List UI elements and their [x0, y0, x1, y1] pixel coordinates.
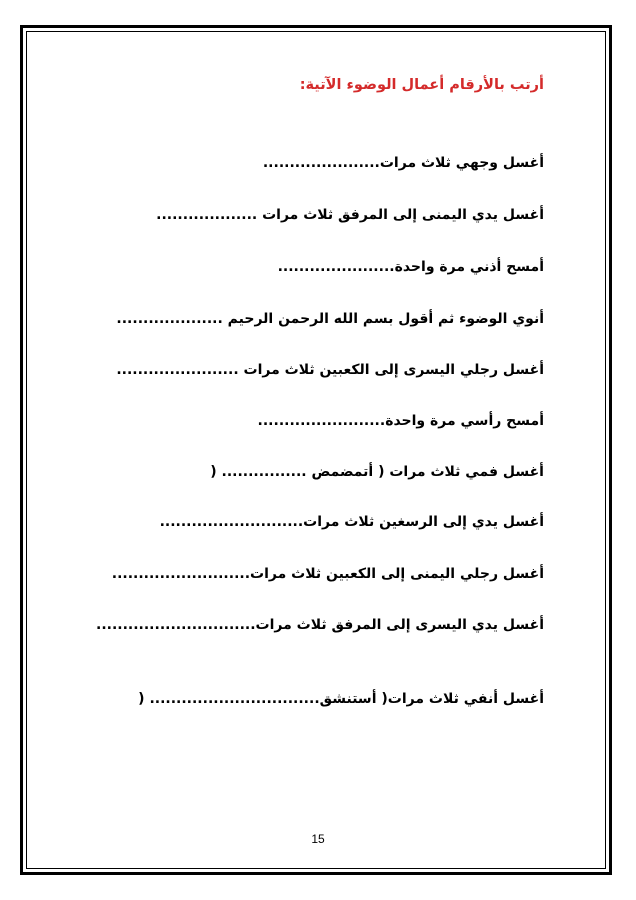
ordering-item-7: أغسل فمي ثلاث مرات ( أتمضمض ................ (: [210, 464, 544, 480]
ordering-item-2: أغسل يدي اليمنى إلى المرفق ثلاث مرات ...................: [156, 207, 544, 223]
page-number: 15: [311, 832, 325, 846]
ordering-item-10: أغسل يدي اليسرى إلى المرفق ثلاث مرات..............................: [96, 617, 544, 633]
ordering-item-5: أغسل رجلي اليسرى إلى الكعبين ثلاث مرات .......................: [116, 362, 544, 378]
ordering-item-3: أمسح أذني مرة واحدة......................: [277, 259, 544, 275]
ordering-item-4: أنوي الوضوء ثم أقول بسم الله الرحمن الرحيم ....................: [116, 311, 544, 327]
ordering-item-8: أغسل يدي إلى الرسغين ثلاث مرات...........................: [159, 514, 544, 530]
ordering-item-11: أغسل أنفي ثلاث مرات( أستنشق................................ (: [138, 691, 544, 707]
worksheet-heading: أرتب بالأرقام أعمال الوضوء الآتية:: [299, 77, 544, 93]
ordering-item-1: أغسل وجهي ثلاث مرات......................: [262, 155, 544, 171]
ordering-item-9: أغسل رجلي اليمنى إلى الكعبين ثلاث مرات..........................: [111, 566, 544, 582]
ordering-item-6: أمسح رأسي مرة واحدة........................: [257, 413, 544, 429]
